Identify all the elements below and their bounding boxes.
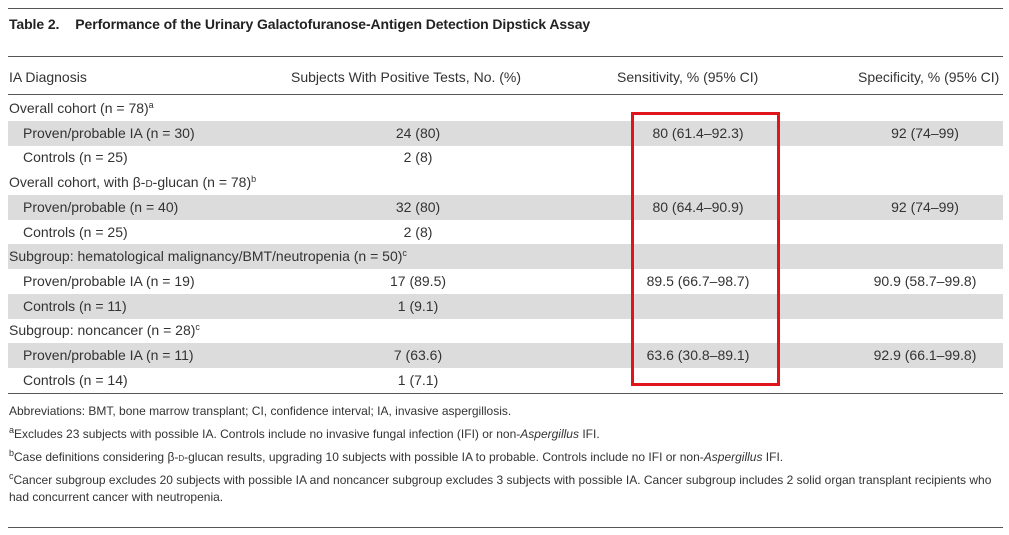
table-row: Controls (n = 25) 2 (8) bbox=[23, 223, 433, 240]
row-label: Controls (n = 14) bbox=[23, 371, 128, 388]
table-row: Controls (n = 25) 2 (8) bbox=[23, 149, 433, 166]
footer-rule bbox=[8, 527, 1003, 528]
table-number: Table 2. bbox=[9, 16, 60, 32]
table-row: Controls (n = 11) 1 (9.1) bbox=[8, 294, 1003, 319]
header-sensitivity: Sensitivity, % (95% CI) bbox=[617, 69, 759, 85]
row-label: Subgroup: noncancer (n = 28)$^c$ bbox=[9, 322, 200, 339]
row-label: Overall cohort, with β-d-glucan (n = 78)$^b$ bbox=[9, 174, 257, 191]
footnote-c: $^c$Cancer subgroup excludes 20 subjects with possible IA and noncancer subgroup excludes 3 subjects with possible IA. Cancer subgroup includes 2 solid organ transplant recipients who had concurrent cancer with neutropenia. bbox=[9, 471, 992, 504]
table-row: Controls (n = 14) 1 (7.1) bbox=[23, 371, 439, 388]
title-rule bbox=[8, 56, 1003, 57]
row-label: Proven/probable IA (n = 11) bbox=[23, 347, 194, 363]
header-specificity: Specificity, % (95% CI) bbox=[858, 69, 1000, 85]
top-rule bbox=[8, 8, 1003, 9]
table-title-text: Performance of the Urinary Galactofuranose-Antigen Detection Dipstick Assay bbox=[75, 16, 591, 32]
table-row: Proven/probable (n = 40) 32 (80) 80 (64.4–90.9) 92 (74–99) bbox=[8, 195, 1003, 220]
footnote-b: $^b$Case definitions considering β-d-glucan results, upgrading 10 subjects with possible IA to probable. Controls include no IFI or non-Aspergillus IFI. bbox=[9, 448, 784, 464]
footnote-a: $^a$Excludes 23 subjects with possible IA. Controls include no invasive fungal infection (IFI) or non-Aspergillus IFI. bbox=[9, 425, 600, 441]
section-row bbox=[8, 244, 1003, 269]
row-label: Controls (n = 25) bbox=[23, 149, 128, 166]
row-label: Proven/probable IA (n = 30) bbox=[23, 124, 195, 141]
section-row bbox=[8, 96, 1003, 121]
section-row bbox=[8, 318, 1003, 343]
row-label: Proven/probable (n = 40) bbox=[23, 198, 179, 215]
row-label: Controls (n = 11) bbox=[23, 297, 127, 314]
row-label: Subgroup: hematological malignancy/BMT/neutropenia (n = 50)$^c$ bbox=[9, 248, 407, 265]
footnote-abbreviations: Abbreviations: BMT, bone marrow transplant; CI, confidence interval; IA, invasive aspergillosis. bbox=[9, 404, 512, 418]
bottom-rule bbox=[8, 393, 1003, 394]
row-label: Overall cohort (n = 78)$^a$ bbox=[9, 100, 154, 116]
table-row: Proven/probable IA (n = 30) 24 (80) 80 (61.4–92.3) 92 (74–99) bbox=[8, 121, 1003, 146]
table-row: Proven/probable IA (n = 19) 17 (89.5) 89.5 (66.7–98.7) 90.9 (58.7–99.8) bbox=[23, 272, 977, 289]
table-title bbox=[9, 16, 590, 32]
section-row bbox=[8, 170, 1003, 195]
header-positive-tests: Subjects With Positive Tests, No. (%) bbox=[291, 69, 522, 85]
header-ia-diagnosis: IA Diagnosis bbox=[9, 69, 87, 85]
header-rule bbox=[8, 94, 1003, 95]
row-label: Proven/probable IA (n = 19) bbox=[23, 272, 195, 289]
row-label: Controls (n = 25) bbox=[23, 223, 128, 240]
table-row: Proven/probable IA (n = 11) 7 (63.6) 63.6 (30.8–89.1) 92.9 (66.1–99.8) bbox=[8, 343, 1003, 368]
